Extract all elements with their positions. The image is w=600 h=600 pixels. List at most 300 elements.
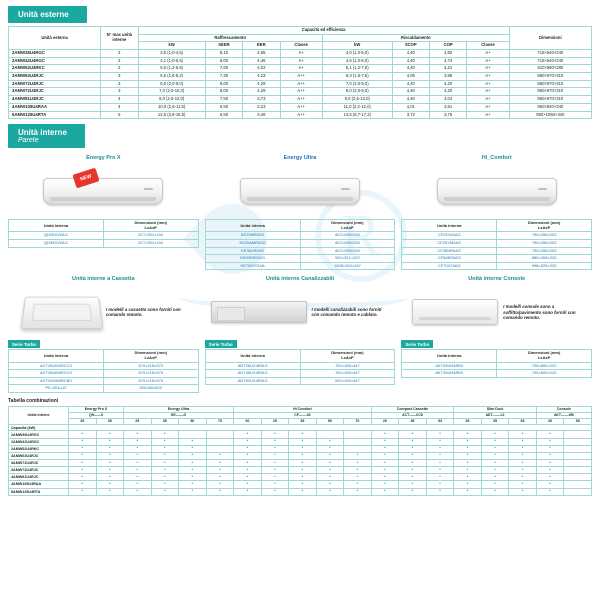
th-groupcode-1: KE——-G: [124, 413, 234, 419]
cell-cclass: A++: [280, 96, 322, 104]
cell-code: QH35XV0AG: [9, 240, 104, 248]
cell-dim: 700×195×447: [300, 370, 395, 378]
cell-mark: •: [536, 474, 564, 481]
cell-mark: •: [261, 488, 289, 495]
cell-mark: •: [234, 452, 262, 459]
cell-hkw: 7,0 (2,0-9,0): [322, 80, 392, 88]
cell-eer: 4,29: [243, 88, 280, 96]
cell-mark: •: [234, 481, 262, 488]
cell-mark: [564, 481, 592, 488]
cell-mark: •: [371, 438, 399, 445]
cell-mark: •: [509, 481, 537, 488]
cell-code: AKT35UH4RK0: [402, 370, 497, 378]
th-size: 50: [316, 419, 344, 425]
table-row: [9, 362, 199, 370]
cell-code: ADT52UX4R0L0: [205, 377, 300, 385]
th-size: 35: [96, 419, 124, 425]
cell-mark: •: [151, 488, 179, 495]
cell-mark: [179, 431, 207, 438]
th-unit: Unità interna: [205, 350, 300, 362]
cell-mark: •: [234, 467, 262, 474]
cell-mark: •: [371, 460, 399, 467]
cell-mark: •: [151, 474, 179, 481]
other-unit-note: I modelli console sono a soffitto/pavimento sono forniti con comando remoto.: [503, 304, 576, 321]
serie-label: Serie Turbo: [401, 340, 433, 348]
wall-unit-title: Energy Ultra: [283, 155, 317, 162]
cell-mark: •: [69, 460, 97, 467]
cell-mark: •: [69, 445, 97, 452]
cell-mark: •: [234, 445, 262, 452]
th-dim: Dimensioni (mm) LxAxP: [300, 350, 395, 362]
cell-dim: 570×215×570: [103, 370, 198, 378]
other-unit-card: [8, 276, 199, 393]
cell-cop: 4,20: [429, 88, 466, 96]
wall-unit-title: Hi_Comfort: [481, 155, 512, 162]
th-max-internal: N° max unità interne: [101, 27, 138, 50]
section-subtitle-internal: Parete: [18, 137, 39, 145]
cell-model: 2AMW52U4RKC: [9, 445, 69, 452]
cell-mark: •: [234, 431, 262, 438]
other-unit-note: I modelli a cassetto sono forniti con comando remoto.: [105, 306, 181, 318]
cell-hkw: 4,5 (1,0-6,0): [322, 57, 392, 65]
wall-unit-image: [205, 163, 396, 219]
cell-seer: 6,50: [205, 103, 242, 111]
cell-model: 4AMW105U4RAA: [9, 481, 69, 488]
cell-mark: •: [316, 438, 344, 445]
cell-mark: •: [124, 467, 152, 474]
cell-mark: •: [481, 438, 509, 445]
cell-dim: 877×301×194: [103, 232, 198, 240]
cell-ckw: 6,0 (2,0-9,0): [138, 80, 205, 88]
cell-mark: •: [289, 467, 317, 474]
cell-mark: •: [509, 431, 537, 438]
cell-mark: •: [96, 438, 124, 445]
cell-mark: [344, 438, 372, 445]
cell-mark: •: [426, 438, 454, 445]
cell-code: CF25YM0AG: [402, 240, 497, 248]
cell-seer: 8,00: [205, 57, 242, 65]
cell-mark: •: [371, 481, 399, 488]
cell-hclass: A+: [467, 96, 509, 104]
cell-mark: •: [289, 481, 317, 488]
cell-mark: •: [96, 445, 124, 452]
table-row: [9, 65, 592, 73]
other-unit-title: Unità interne Console: [468, 276, 526, 283]
cell-mark: •: [481, 445, 509, 452]
th-size: 26: [536, 419, 564, 425]
cell-mark: •: [454, 431, 482, 438]
cell-mark: [564, 452, 592, 459]
th-groupcode-0: QH——X: [69, 413, 124, 419]
serie-label: Serie Turbo: [205, 340, 237, 348]
other-unit-dimension-table: [401, 349, 592, 377]
cell-mark: •: [316, 460, 344, 467]
cell-mark: •: [234, 460, 262, 467]
cell-mark: •: [124, 460, 152, 467]
cell-mark: [316, 431, 344, 438]
th-cooling-kw: kW: [138, 42, 205, 50]
wall-unit-image: [401, 163, 592, 219]
table-row: [9, 452, 592, 459]
cell-code: KE25AMR00G: [205, 240, 300, 248]
cell-mark: •: [399, 474, 427, 481]
cell-seer: 7,30: [205, 72, 242, 80]
serie-label: Serie Turbo: [8, 340, 40, 348]
cell-mark: •: [371, 467, 399, 474]
cell-mark: •: [454, 474, 482, 481]
cell-scop: 4,40: [392, 65, 429, 73]
cell-hclass: A+: [467, 88, 509, 96]
cell-dim: 822×259×205: [300, 240, 395, 248]
th-dim: Dimensioni (mm) LxAxP: [497, 350, 592, 362]
table-row: [402, 247, 592, 255]
th-heating-kw: kW: [322, 42, 392, 50]
cell-mark: •: [289, 488, 317, 495]
th-groupcode-2: CF——-04: [234, 413, 372, 419]
cell-model: 2AMW35U4RGC: [9, 49, 101, 57]
other-unit-image: [412, 299, 498, 325]
th-dim: Dimensioni (mm) LxAxP: [300, 220, 395, 232]
cell-dim: 822×259×205: [300, 232, 395, 240]
cell-mark: •: [426, 474, 454, 481]
cell-mark: •: [371, 488, 399, 495]
th-dim: Dimensioni (mm) LxAxP: [103, 220, 198, 232]
th-group-4: Slim Duct: [454, 407, 537, 413]
table-row: [9, 232, 199, 240]
table-row: [402, 262, 592, 270]
cell-mark: •: [289, 460, 317, 467]
th-size: 35: [151, 419, 179, 425]
cell-mark: •: [344, 460, 372, 467]
cell-mark: •: [399, 460, 427, 467]
th-size: 25: [69, 419, 97, 425]
cell-mark: •: [371, 474, 399, 481]
table-row: [205, 362, 395, 370]
cell-mark: •: [536, 445, 564, 452]
cell-mark: •: [536, 460, 564, 467]
cell-code: AKT26UH4RK0: [402, 362, 497, 370]
table-row: [205, 262, 395, 270]
cell-mark: •: [261, 445, 289, 452]
cell-mark: •: [536, 467, 564, 474]
cell-cop: 3,98: [429, 72, 466, 80]
table-row: [9, 474, 592, 481]
th-size: 53: [426, 419, 454, 425]
cell-mark: •: [124, 488, 152, 495]
th-heating: Riscaldamento: [322, 34, 509, 42]
cell-hkw: 5,1 (1,2-7,0): [322, 65, 392, 73]
cell-mark: •: [96, 460, 124, 467]
th-size: 53: [509, 419, 537, 425]
cell-mark: •: [454, 438, 482, 445]
th-scop: SCOP: [392, 42, 429, 50]
cell-eer: 4,55: [243, 49, 280, 57]
cell-mark: •: [344, 474, 372, 481]
cell-mark: •: [261, 481, 289, 488]
cell-dim: 700×600×220: [497, 362, 592, 370]
cell-cclass: A++: [280, 111, 322, 119]
cell-model: 2AMW35U4RGC: [9, 431, 69, 438]
cell-mark: •: [151, 431, 179, 438]
cell-mark: •: [316, 452, 344, 459]
cell-code: QH25XV0AG: [9, 232, 104, 240]
cell-mark: •: [399, 467, 427, 474]
cell-mark: •: [261, 431, 289, 438]
table-row: [9, 481, 592, 488]
cell-scop: 4,40: [392, 57, 429, 65]
cell-hkw: 8,0 (2,0-9,5): [322, 88, 392, 96]
cell-dim: 790×255×203: [497, 232, 592, 240]
table-row: [402, 255, 592, 263]
cell-mark: •: [124, 438, 152, 445]
cell-code: CF35NR0AG: [402, 247, 497, 255]
cell-mark: •: [289, 474, 317, 481]
table-row: [205, 377, 395, 385]
cell-eer: 4,29: [243, 80, 280, 88]
cell-n: 2: [101, 57, 138, 65]
cell-mark: •: [316, 467, 344, 474]
cell-code: CF50BS0AG: [402, 255, 497, 263]
cell-dim: 790×255×203: [497, 240, 592, 248]
cell-eer: 3,46: [243, 111, 280, 119]
cell-cclass: A+: [280, 57, 322, 65]
th-size: 25: [124, 419, 152, 425]
table-row: [9, 385, 199, 393]
cell-mark: •: [454, 467, 482, 474]
cell-mark: •: [399, 488, 427, 495]
cell-mark: •: [69, 467, 97, 474]
cell-cop: 3,91: [429, 103, 466, 111]
cell-mark: [564, 474, 592, 481]
table-row: [205, 240, 395, 248]
cell-ckw: 12,5 (3,8-15,5): [138, 111, 205, 119]
th-unit: Unità esterna: [9, 27, 101, 50]
cell-mark: •: [426, 431, 454, 438]
cell-model: 3AMW72U4RJC: [9, 88, 101, 96]
other-unit-dimension-table: [8, 349, 199, 393]
other-units-row: [8, 276, 592, 393]
cell-mark: •: [69, 474, 97, 481]
cell-dim: 700×195×447: [300, 362, 395, 370]
cell-scop: 4,01: [392, 103, 429, 111]
cell-dim: 715×540×240: [509, 49, 591, 57]
cell-scop: 4,40: [392, 80, 429, 88]
wall-unit-dimension-table: [8, 219, 199, 247]
cell-ckw: 3,5 (1,0-4,5): [138, 49, 205, 57]
table-row: [402, 240, 592, 248]
cell-mark: [564, 438, 592, 445]
table-row: [402, 362, 592, 370]
cell-mark: •: [289, 445, 317, 452]
cell-model: 3AMW63U4RJC: [9, 72, 101, 80]
cell-mark: •: [371, 445, 399, 452]
section-header-internal: [8, 124, 85, 148]
cell-mark: •: [481, 488, 509, 495]
cell-mark: •: [234, 474, 262, 481]
wall-unit-card: [8, 155, 199, 270]
th-size: 70: [206, 419, 234, 425]
cell-model: 3AMW63U4RJC: [9, 452, 69, 459]
table-row: [9, 377, 199, 385]
cell-mark: •: [536, 481, 564, 488]
cell-hclass: A+: [467, 103, 509, 111]
cell-cclass: A++: [280, 72, 322, 80]
cell-mark: [206, 438, 234, 445]
cell-mark: •: [399, 431, 427, 438]
cell-seer: 7,50: [205, 96, 242, 104]
other-unit-image-note: [401, 284, 592, 340]
cell-mark: •: [426, 488, 454, 495]
wall-unit-image: [8, 163, 199, 219]
th-unit: Unità interna: [402, 350, 497, 362]
other-unit-card: [401, 276, 592, 393]
th-groupcode-3: ACT——CC8: [371, 413, 454, 419]
section-title-external: Unità esterne: [18, 10, 69, 19]
th-size: 35: [564, 419, 592, 425]
table-row: [9, 370, 199, 378]
cell-mark: •: [96, 481, 124, 488]
table-row: [9, 445, 592, 452]
cell-mark: •: [536, 431, 564, 438]
wall-unit-dimension-table: [401, 219, 592, 270]
cell-ckw: 5,5 (1,6-8,2): [138, 72, 205, 80]
th-cooling: Raffrescamento: [138, 34, 322, 42]
cell-mark: •: [399, 438, 427, 445]
cell-dim: 920×60×620: [103, 385, 198, 393]
other-unit-image: [20, 297, 103, 329]
cell-dim: 860×670×310: [509, 72, 591, 80]
cell-mark: •: [509, 452, 537, 459]
cell-cclass: A++: [280, 103, 322, 111]
cell-cop: 4,04: [429, 96, 466, 104]
th-size: 26: [454, 419, 482, 425]
table-row: [9, 103, 592, 111]
cell-mark: •: [69, 488, 97, 495]
cell-mark: [564, 467, 592, 474]
cell-mark: [206, 431, 234, 438]
th-dimensions: Dimensioni: [509, 27, 591, 50]
cell-mark: •: [509, 488, 537, 495]
cell-model: 5AMW125U4RTA: [9, 488, 69, 495]
cell-mark: •: [399, 452, 427, 459]
cell-n: 4: [101, 103, 138, 111]
cell-mark: [564, 431, 592, 438]
table-row: [205, 255, 395, 263]
table-row: [9, 49, 592, 57]
cell-dim: 810×580×280: [509, 65, 591, 73]
cell-seer: 6,50: [205, 111, 242, 119]
cell-mark: •: [96, 474, 124, 481]
cell-mark: •: [124, 431, 152, 438]
cell-scop: 4,05: [392, 72, 429, 80]
cell-eer: 4,02: [243, 65, 280, 73]
cell-mark: •: [454, 445, 482, 452]
cell-mark: •: [179, 488, 207, 495]
cell-n: 5: [101, 111, 138, 119]
cell-hclass: A+: [467, 49, 509, 57]
cell-mark: •: [399, 481, 427, 488]
cell-dim: 860×670×310: [509, 80, 591, 88]
cell-mark: •: [206, 452, 234, 459]
cell-mark: •: [69, 431, 97, 438]
cell-mark: •: [234, 488, 262, 495]
th-unit: Unità interna: [9, 220, 104, 232]
cell-mark: •: [509, 445, 537, 452]
th-group-1: Energy Ultra: [124, 407, 234, 413]
cell-mark: •: [261, 438, 289, 445]
cell-mark: •: [454, 488, 482, 495]
cell-mark: •: [151, 452, 179, 459]
cell-n: 3: [101, 80, 138, 88]
other-unit-title: Unità interne Canalizzabili: [265, 276, 335, 283]
combination-caption: Tabella combinazioni: [8, 398, 59, 405]
cell-mark: •: [371, 452, 399, 459]
cell-seer: 8,00: [205, 88, 242, 96]
combination-table: [8, 406, 592, 496]
cell-mark: •: [96, 488, 124, 495]
cell-mark: [206, 445, 234, 452]
cell-mark: •: [179, 438, 207, 445]
wall-unit-card: [205, 155, 396, 270]
cell-model: 4AMW81U4RJC: [9, 96, 101, 104]
th-cooling-class: Classe: [280, 42, 322, 50]
table-row: [402, 370, 592, 378]
th-size: 70: [344, 419, 372, 425]
cell-ckw: 4,1 (1,0-5,5): [138, 57, 205, 65]
new-badge: NEW: [72, 168, 99, 189]
cell-dim: 950×840×340: [509, 103, 591, 111]
cell-mark: •: [316, 488, 344, 495]
cell-mark: •: [261, 452, 289, 459]
th-dim: Dimensioni (mm) LxAxP: [103, 350, 198, 362]
cell-mark: [344, 445, 372, 452]
table-row: [205, 232, 395, 240]
cell-model: 2AMW52U4RKC: [9, 65, 101, 73]
table-row: [9, 96, 592, 104]
cell-mark: •: [289, 452, 317, 459]
wall-unit-card: [401, 155, 592, 270]
table-row: [9, 467, 592, 474]
cell-mark: •: [509, 460, 537, 467]
cell-dim: 822×259×205: [300, 247, 395, 255]
cell-mark: •: [151, 445, 179, 452]
cell-code: KE35XR00G: [205, 247, 300, 255]
th-group-3: Compact Cassette: [371, 407, 454, 413]
cell-mark: •: [426, 481, 454, 488]
cell-mark: •: [206, 474, 234, 481]
cell-mark: •: [124, 481, 152, 488]
cell-mark: •: [344, 467, 372, 474]
cell-cclass: A++: [280, 88, 322, 96]
cell-hclass: A+: [467, 111, 509, 119]
cell-code: CF70X70AG: [402, 262, 497, 270]
cell-dim: 570×215×570: [103, 377, 198, 385]
table-row: [9, 431, 592, 438]
cell-mark: •: [69, 481, 97, 488]
cell-mark: •: [481, 460, 509, 467]
cell-cop: 3,75: [429, 111, 466, 119]
cell-dim: 700×600×220: [497, 370, 592, 378]
cell-hkw: 6,3 (1,5-7,5): [322, 72, 392, 80]
cell-cclass: A+: [280, 49, 322, 57]
cell-n: 3: [101, 72, 138, 80]
other-unit-image: [211, 301, 307, 323]
cell-mark: •: [151, 481, 179, 488]
cell-mark: •: [151, 438, 179, 445]
cell-cop: 4,74: [429, 57, 466, 65]
external-units-table: [8, 26, 592, 119]
th-cop: COP: [429, 42, 466, 50]
